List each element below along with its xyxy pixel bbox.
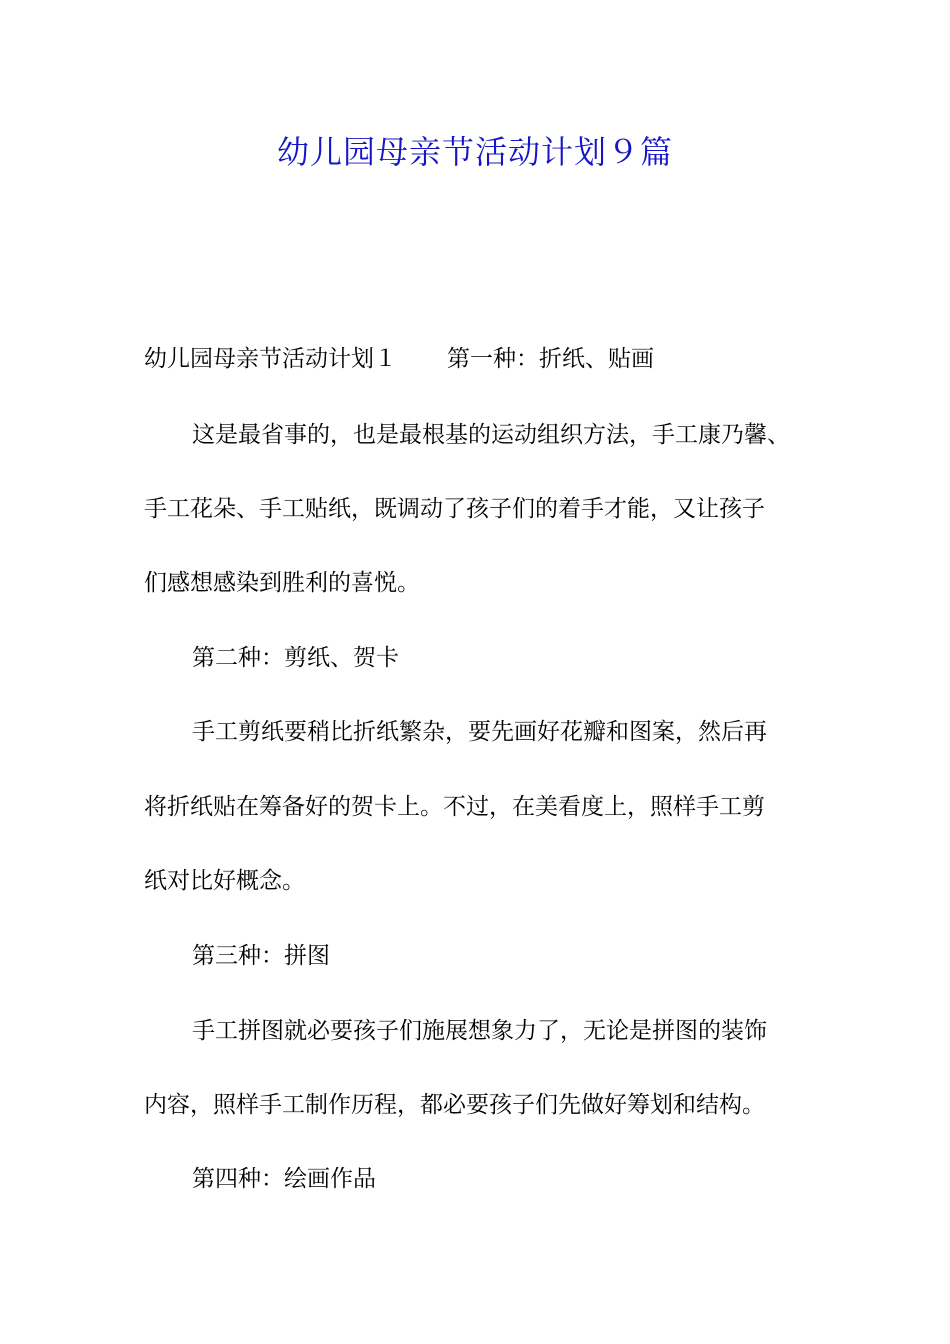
paragraph-line: 内容，照样手工制作历程，都必要孩子们先做好筹划和结构。	[144, 1092, 765, 1118]
document-title: 幼儿园母亲节活动计划９篇	[276, 133, 673, 171]
subheading-line: 第三种：拼图	[192, 943, 330, 969]
subheading-line: 第二种：剪纸、贺卡	[192, 645, 399, 671]
section-heading	[144, 344, 654, 374]
paragraph-line: 纸对比好概念。	[144, 868, 305, 894]
paragraph-line: 手工剪纸要稍比折纸繁杂，要先画好花瓣和图案，然后再	[192, 719, 767, 745]
paragraph-line: 们感想感染到胜利的喜悦。	[144, 570, 420, 596]
paragraph-line: 手工花朵、手工贴纸，既调动了孩子们的着手才能，又让孩子	[144, 496, 765, 522]
paragraph-line: 手工拼图就必要孩子们施展想象力了，无论是拼图的装饰	[192, 1018, 767, 1044]
paragraph-line: 这是最省事的，也是最根基的运动组织方法，手工康乃馨、	[192, 422, 790, 448]
heading-prefix: 幼儿园母亲节活动计划１	[144, 346, 397, 372]
heading-section: 第一种：折纸、贴画	[447, 346, 654, 372]
paragraph-line: 将折纸贴在筹备好的贺卡上。不过，在美看度上，照样手工剪	[144, 794, 765, 820]
subheading-line: 第四种：绘画作品	[192, 1166, 376, 1192]
